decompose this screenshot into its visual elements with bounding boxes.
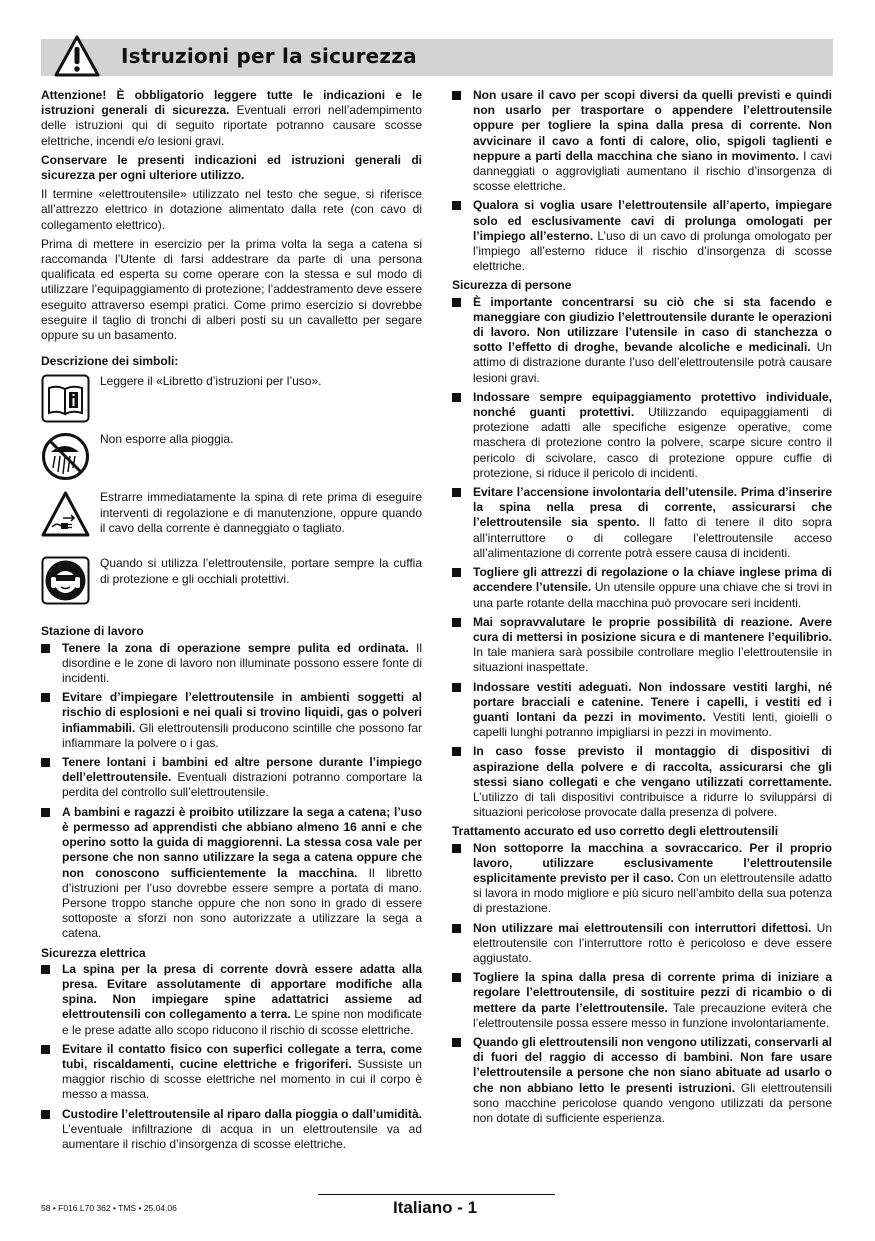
bullet-icon xyxy=(452,201,461,210)
list-item: Non sottoporre la macchina a sovraccarico. Per il proprio lavoro, utilizzare esclusivamente l’elettroutensile esplicitamente previsto per il caso. Con un elettroutensile adatto si lavora in modo migliore e più sicuro nell’ambito della sua potenza di prestazione. xyxy=(452,841,832,917)
list-item: Evitare d’impiegare l’elettroutensile in ambienti soggetti al rischio di esplosioni e nei quali si trovino liquidi, gas o polveri infiammabili. Gli elettroutensili producono scintille che possono far infiammare la polvere o i gas. xyxy=(41,690,422,751)
symbol-text: Leggere il «Libretto d’istruzioni per l’uso». xyxy=(100,374,322,389)
symbol-row xyxy=(41,374,422,428)
list-item: Non usare il cavo per scopi diversi da quelli previsti e quindi non usarlo per trasportare o appendere l’elettroutensile oppure per togliere la spina dalla presa di corrente. Non avvicinare il cavo a fonti di calore, olio, spigoli taglienti e neppure a parti della macchina che siano in movimento. I cavi danneggiati o aggrovigliati aumentano il rischio d’insorgenza di scosse elettriche. xyxy=(452,88,832,194)
bullet-icon xyxy=(452,91,461,100)
intro-paragraph-3: Il termine «elettroutensile» utilizzato nel testo che segue, si riferisce all’attrezzo elettrico in dotazione alimentato dalla rete (con cavo di collegamento elettrico). xyxy=(41,187,422,232)
symbol-text: Quando si utilizza l’elettroutensile, portare sempre la cuffia di protezione e gli occhiali protettivi. xyxy=(100,556,422,586)
bullet-icon xyxy=(452,393,461,402)
footer-divider xyxy=(318,1194,555,1195)
list-item: Custodire l’elettroutensile al riparo dalla pioggia o dall’umidità. L’eventuale infiltrazione di acqua in un elettroutensile va ad aumentare il rischio d’insorgenza di scosse elettriche. xyxy=(41,1107,422,1153)
bullet-icon xyxy=(41,965,50,974)
left-column xyxy=(41,88,422,1156)
bullet-icon xyxy=(452,1038,461,1047)
list-item: Tenere lontani i bambini ed altre persone durante l’impiego dell’elettroutensile. Eventuali distrazioni potranno comportare la perdita del controllo sull’elettroutensile. xyxy=(41,755,422,801)
symbol-text: Non esporre alla pioggia. xyxy=(100,432,234,447)
bullet-icon xyxy=(41,808,50,817)
symbol-text: Estrarre immediatamente la spina di rete prima di eseguire interventi di regolazione e di manutenzione, oppure quando il cavo della corrente è danneggiato o tagliato. xyxy=(100,490,422,535)
symbol-row xyxy=(41,432,422,486)
list-item: Evitare l’accensione involontaria dell’utensile. Prima d’inserire la spina nella presa di corrente, assicurarsi che l’elettroutensile sia spento. Il fatto di tenere il dito sopra all’interruttore o di collegare l’elettroutensile acceso all’alimentazione di corrente potrà essere causa di incidenti. xyxy=(452,485,832,561)
symbol-row xyxy=(41,490,422,552)
bullet-icon xyxy=(41,1045,50,1054)
personal-heading: Sicurezza di persone xyxy=(452,278,572,293)
list-item: Evitare il contatto fisico con superfici collegate a terra, come tubi, riscaldamenti, cucine elettriche e frigoriferi. Sussiste un maggior rischio di scosse elettriche nel momento in cui il corpo è messo a massa. xyxy=(41,1042,422,1103)
warning-icon xyxy=(53,34,101,78)
document-code: 58 • F016 L70 362 • TMS • 25.04.06 xyxy=(41,1203,177,1213)
bullet-icon xyxy=(41,758,50,767)
list-item: Quando gli elettroutensili non vengono utilizzati, conservarli al di fuori del raggio di accesso di bambini. Non fare usare l’elettroutensile a persone che non siano abituate ad usarlo o che non abbiano letto le presenti istruzioni. Gli elettroutensili sono macchine pericolose quando vengono utilizzati da persone non dotate di sufficiente esperienza. xyxy=(452,1035,832,1126)
bullet-icon xyxy=(41,693,50,702)
electrical-heading: Sicurezza elettrica xyxy=(41,945,146,960)
bullet-icon xyxy=(452,568,461,577)
protection-gear-icon xyxy=(41,556,90,605)
manual-icon xyxy=(41,374,90,423)
right-column xyxy=(452,88,832,1130)
page-label: Italiano - 1 xyxy=(393,1198,478,1217)
bullet-icon xyxy=(452,844,461,853)
intro-paragraph-2: Conservare le presenti indicazioni ed istruzioni generali di sicurezza per ogni ulteriore utilizzo. xyxy=(41,152,422,183)
bullet-icon xyxy=(452,618,461,627)
bullet-icon xyxy=(452,298,461,307)
list-item: Tenere la zona di operazione sempre pulita ed ordinata. Il disordine e le zone di lavoro non illuminate possono essere fonte di incidenti. xyxy=(41,641,422,687)
bullet-icon xyxy=(452,488,461,497)
rain-icon xyxy=(41,432,90,481)
intro-paragraph-4: Prima di mettere in esercizio per la prima volta la sega a catena si raccomanda l’Utente di farsi addestrare da parte di una persona qualificata ed esperta su come operare con la stessa e sul modo di utilizzare l’equipaggiamento di protezione; l’addestramento deve essere eseguito attraverso esempi pratici. Come primo esercizio si dovrebbe eseguire il taglio di tronchi di alberi posti su un cavalletto per segare oppure su un basamento. xyxy=(41,236,422,343)
list-item: A bambini e ragazzi è proibito utilizzare la sega a catena; l’uso è permesso ad apprendisti che abbiano almeno 16 anni e che operino sotto la guida di maggiorenni. La stessa cosa vale per persone che non sanno utilizzare la sega a catena oppure che non conoscono sufficientemente la macchina. Il libretto d’istruzioni per l’uso dovrebbe essere sempre a portata di mano. Persone troppo stanche oppure che non sono in grado di essere sottoposte a sforzi non sono autorizzate a utilizzare la sega a catena. xyxy=(41,805,422,942)
bullet-icon xyxy=(452,973,461,982)
list-item: È importante concentrarsi su ciò che si sta facendo e maneggiare con giudizio l’elettroutensile durante le operazioni di lavoro. Non utilizzare l’utensile in caso di stanchezza o sotto l’effetto di droghe, bevande alcoliche e medicinali. Un attimo di distrazione durante l’uso dell’elettroutensile potrà causare lesioni gravi. xyxy=(452,295,832,386)
list-item: Indossare sempre equipaggiamento protettivo individuale, nonché guanti protettivi. Utilizzando equipaggiamenti di protezione adatti alle specifiche esigenze operative, come maschera di protezione contro la polvere, scarpe sicure contro il pericolo di scivolare, casco di protezione oppure cuffie di protezione, si riduce il pericolo di incidenti. xyxy=(452,390,832,481)
handling-heading: Trattamento accurato ed uso corretto degli elettroutensili xyxy=(452,824,779,839)
workplace-heading: Stazione di lavoro xyxy=(41,624,144,639)
list-item: Indossare vestiti adeguati. Non indossare vestiti larghi, né portare bracciali e catenine. Tenere i capelli, i vestiti ed i guanti lontani da pezzi in movimento. Vestiti lenti, gioielli o capelli lunghi potranno impigliarsi in pezzi in movimento. xyxy=(452,680,832,741)
bullet-icon xyxy=(452,924,461,933)
list-item: Non utilizzare mai elettroutensili con interruttori difettosi. Un elettroutensile con l’interruttore rotto è pericoloso e deve essere aggiustato. xyxy=(452,921,832,967)
page-title: Istruzioni per la sicurezza xyxy=(121,44,417,68)
list-item: Qualora si voglia usare l’elettroutensile all’aperto, impiegare solo ed esclusivamente cavi di prolunga omologati per l’impiego all’esterno. L’uso di un cavo di prolunga omologato per l’impiego all’esterno riduce il rischio d’insorgenza di scosse elettriche. xyxy=(452,198,832,274)
page-header xyxy=(41,39,833,76)
list-item: Togliere gli attrezzi di regolazione o la chiave inglese prima di accendere l’utensile. Un utensile oppure una chiave che si trovi in una parte rotante della macchina può provocare seri incidenti. xyxy=(452,565,832,611)
bullet-icon xyxy=(41,644,50,653)
bullet-icon xyxy=(452,747,461,756)
list-item: Mai sopravvalutare le proprie possibilità di reazione. Avere cura di mettersi in posizione sicura e di mantenere l’equilibrio. In tale maniera sarà possibile controllare meglio l’elettroutensile in situazioni inaspettate. xyxy=(452,615,832,676)
list-item: La spina per la presa di corrente dovrà essere adatta alla presa. Evitare assolutamente di apportare modifiche alla spina. Non impiegare spine adattatrici assieme ad elettroutensili con collegamento a terra. Le spine non modificate e le prese adatte allo scopo riducono il rischio di scosse elettriche. xyxy=(41,962,422,1038)
plug-warning-icon xyxy=(41,490,90,539)
symbol-row xyxy=(41,556,422,610)
intro-paragraph-1: Attenzione! È obbligatorio leggere tutte le indicazioni e le istruzioni generali di sicurezza. Eventuali errori nell’adempimento delle istruzioni qui di seguito riportate potranno causare scosse elettriche, incendi e/o lesioni gravi. xyxy=(41,88,422,148)
list-item: Togliere la spina dalla presa di corrente prima di iniziare a regolare l’elettroutensile, di sostituire pezzi di ricambio o di mettere da parte l’elettroutensile. Tale precauzione eviterà che l’elettroutensile possa essere messo in funzione involontariamente. xyxy=(452,970,832,1031)
list-item: In caso fosse previsto il montaggio di dispositivi di aspirazione della polvere e di raccolta, assicurarsi che gli stessi siano collegati e che vengano utilizzati correttamente. L’utilizzo di tali dispositivi contribuisce a ridurre lo sviluppársi di situazioni pericolose provocate dalla presenza di polvere. xyxy=(452,744,832,820)
bullet-icon xyxy=(452,683,461,692)
symbols-heading: Descrizione dei simboli: xyxy=(41,354,179,369)
bullet-icon xyxy=(41,1110,50,1119)
